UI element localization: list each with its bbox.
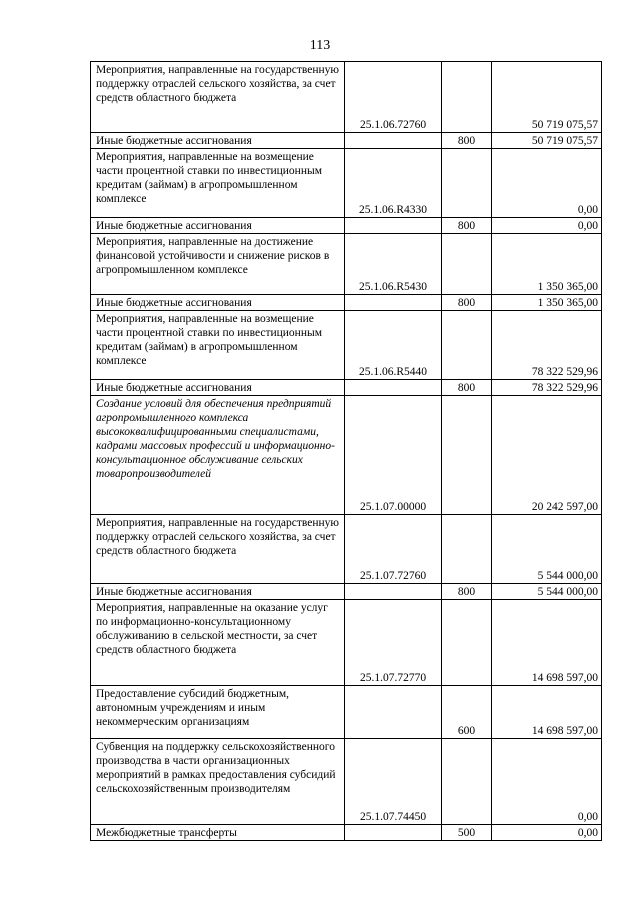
row-code-cell xyxy=(345,825,442,841)
row-kind-cell xyxy=(442,62,492,133)
row-kind-cell: 800 xyxy=(442,380,492,396)
row-kind-cell xyxy=(442,149,492,218)
row-name-cell: Предоставление субсидий бюджетным, автономным учреждениям и иным некоммерческим организациям xyxy=(91,686,345,739)
row-name-cell: Мероприятия, направленные на возмещение части процентной ставки по инвестиционным кредитам (займам) в агропромышленном комплексе xyxy=(91,311,345,380)
row-name-cell: Иные бюджетные ассигнования xyxy=(91,218,345,234)
row-name-cell: Субвенция на поддержку сельскохозяйственного производства в части организационных мероприятий в рамках предоставления субсидий сельскохозяйственным производителям xyxy=(91,739,345,825)
row-kind-cell: 800 xyxy=(442,133,492,149)
table-row xyxy=(91,515,602,584)
row-code-cell: 25.1.07.72760 xyxy=(345,515,442,584)
row-kind-cell xyxy=(442,515,492,584)
row-sum-cell: 1 350 365,00 xyxy=(492,234,602,295)
row-kind-cell xyxy=(442,739,492,825)
row-code-cell xyxy=(345,380,442,396)
budget-table xyxy=(90,61,602,841)
row-code-cell xyxy=(345,218,442,234)
row-name-cell: Межбюджетные трансферты xyxy=(91,825,345,841)
row-kind-cell xyxy=(442,311,492,380)
row-name-cell: Мероприятия, направленные на государственную поддержку отраслей сельского хозяйства, за счет средств областного бюджета xyxy=(91,515,345,584)
row-sum-cell: 14 698 597,00 xyxy=(492,600,602,686)
row-sum-cell: 5 544 000,00 xyxy=(492,515,602,584)
row-sum-cell: 0,00 xyxy=(492,825,602,841)
row-sum-cell: 1 350 365,00 xyxy=(492,295,602,311)
table-row xyxy=(91,295,602,311)
row-sum-cell: 5 544 000,00 xyxy=(492,584,602,600)
table-row xyxy=(91,149,602,218)
row-sum-cell: 50 719 075,57 xyxy=(492,62,602,133)
row-name-cell: Иные бюджетные ассигнования xyxy=(91,380,345,396)
row-sum-cell: 20 242 597,00 xyxy=(492,396,602,515)
row-code-cell: 25.1.06.R5430 xyxy=(345,234,442,295)
row-name-cell: Мероприятия, направленные на государственную поддержку отраслей сельского хозяйства, за счет средств областного бюджета xyxy=(91,62,345,133)
budget-table-body xyxy=(91,62,602,841)
table-row xyxy=(91,133,602,149)
row-name-cell: Создание условий для обеспечения предприятий агропромышленного комплекса высококвалифицированными специалистами, кадрами массовых профессий и информационно-консультационное обслуживание сельских товаропроизводителей xyxy=(91,396,345,515)
row-name-cell: Иные бюджетные ассигнования xyxy=(91,295,345,311)
row-sum-cell: 14 698 597,00 xyxy=(492,686,602,739)
row-kind-cell: 500 xyxy=(442,825,492,841)
row-sum-cell: 0,00 xyxy=(492,739,602,825)
row-code-cell: 25.1.07.72770 xyxy=(345,600,442,686)
row-code-cell xyxy=(345,295,442,311)
row-name-cell: Мероприятия, направленные на оказание услуг по информационно-консультационному обслуживанию в сельской местности, за счет средств областного бюджета xyxy=(91,600,345,686)
row-kind-cell: 600 xyxy=(442,686,492,739)
row-kind-cell xyxy=(442,600,492,686)
row-name-cell: Иные бюджетные ассигнования xyxy=(91,584,345,600)
row-code-cell xyxy=(345,686,442,739)
table-row xyxy=(91,218,602,234)
table-row xyxy=(91,380,602,396)
page-number: 113 xyxy=(309,38,331,53)
row-kind-cell xyxy=(442,396,492,515)
row-name-cell: Иные бюджетные ассигнования xyxy=(91,133,345,149)
row-sum-cell: 0,00 xyxy=(492,218,602,234)
table-row xyxy=(91,825,602,841)
row-sum-cell: 78 322 529,96 xyxy=(492,311,602,380)
row-kind-cell: 800 xyxy=(442,295,492,311)
table-row xyxy=(91,234,602,295)
table-row xyxy=(91,686,602,739)
table-row xyxy=(91,311,602,380)
row-code-cell: 25.1.06.R4330 xyxy=(345,149,442,218)
row-name-cell: Мероприятия, направленные на достижение финансовой устойчивости и снижение рисков в агропромышленном комплексе xyxy=(91,234,345,295)
row-kind-cell: 800 xyxy=(442,218,492,234)
row-kind-cell xyxy=(442,234,492,295)
row-name-cell: Мероприятия, направленные на возмещение части процентной ставки по инвестиционным кредитам (займам) в агропромышленном комплексе xyxy=(91,149,345,218)
row-kind-cell: 800 xyxy=(442,584,492,600)
row-code-cell: 25.1.06.R5440 xyxy=(345,311,442,380)
table-row xyxy=(91,62,602,133)
row-code-cell xyxy=(345,133,442,149)
table-row xyxy=(91,396,602,515)
table-row xyxy=(91,600,602,686)
row-sum-cell: 78 322 529,96 xyxy=(492,380,602,396)
row-code-cell: 25.1.07.00000 xyxy=(345,396,442,515)
table-row xyxy=(91,739,602,825)
table-row xyxy=(91,584,602,600)
row-code-cell: 25.1.07.74450 xyxy=(345,739,442,825)
row-code-cell: 25.1.06.72760 xyxy=(345,62,442,133)
row-sum-cell: 50 719 075,57 xyxy=(492,133,602,149)
row-code-cell xyxy=(345,584,442,600)
row-sum-cell: 0,00 xyxy=(492,149,602,218)
